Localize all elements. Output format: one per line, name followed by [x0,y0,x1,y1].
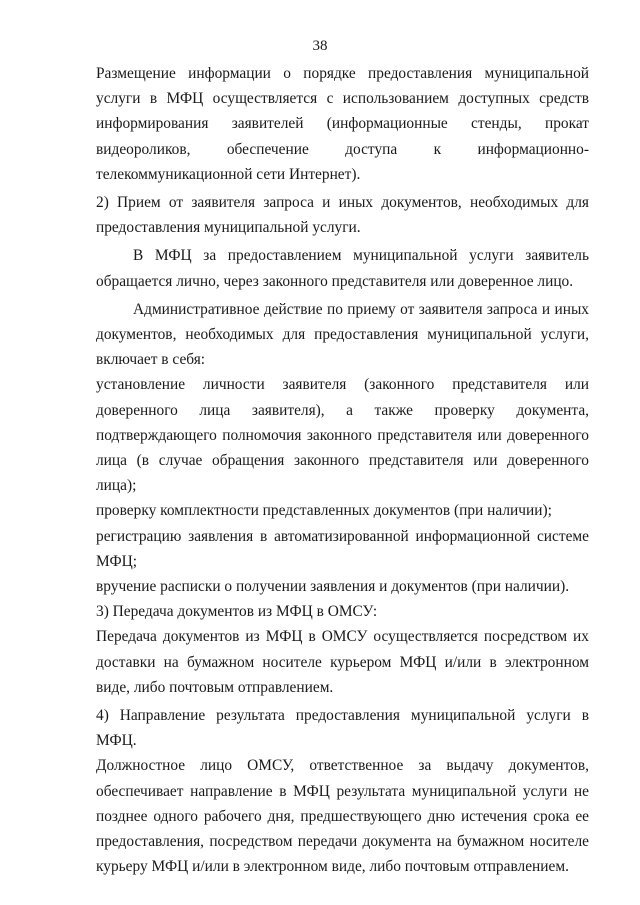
paragraph-mfc-information: Размещение информации о порядке предоставления муниципальной услуги в МФЦ осуществляется с использованием доступных средств информирования заявителей (информационные стенды, прокат видеороликов, обеспечение доступа к информационно-телекоммуникационной сети Интернет). [96,65,589,183]
paragraph-document-transfer: Передача документов из МФЦ в ОМСУ осуществляется посредством их доставки на бумажном носителе курьером МФЦ и/или в электронном виде, либо почтовым отправлением. [96,628,589,696]
page-number: 38 [312,38,328,54]
paragraph-identity-check: установление личности заявителя (законного представителя или доверенного лица заявителя), а также проверку документа, подтверждающего полномочия законного представителя или доверенного лица (в случае обращения законного представителя или доверенного лица); [96,376,589,495]
document-body [96,61,589,880]
paragraph-registration: регистрацию заявления в автоматизированной информационной системе МФЦ; [96,527,589,570]
paragraph-completeness-check: проверку комплектности представленных документов (при наличии); [96,502,552,520]
paragraph-result-delivery: Должностное лицо ОМСУ, ответственное за выдачу документов, обеспечивает направление в МФЦ результата муниципальной услуги не позднее одного рабочего дня, предшествующего дню истечения срока ее предоставления, посредством передачи документа на бумажном носителе курьеру МФЦ и/или в электронном виде, либо почтовым отправлением. [96,757,589,876]
paragraph-applicant-appeal: В МФЦ за предоставлением муниципальной услуги заявитель обращается лично, через законного представителя или доверенное лицо. [96,247,589,290]
paragraph-step-3-heading: 3) Передача документов из МФЦ в ОМСУ: [96,603,378,621]
paragraph-step-4-heading: 4) Направление результата предоставления муниципальной услуги в МФЦ. [96,707,589,750]
paragraph-admin-action: Административное действие по приему от заявителя запроса и иных документов, необходимых для предоставления муниципальной услуги, включает в себя: [96,300,589,369]
paragraph-step-2-heading: 2) Прием от заявителя запроса и иных документов, необходимых для предоставления муниципальной услуги. [96,194,589,237]
paragraph-receipt: вручение расписки о получении заявления и документов (при наличии). [96,578,570,596]
